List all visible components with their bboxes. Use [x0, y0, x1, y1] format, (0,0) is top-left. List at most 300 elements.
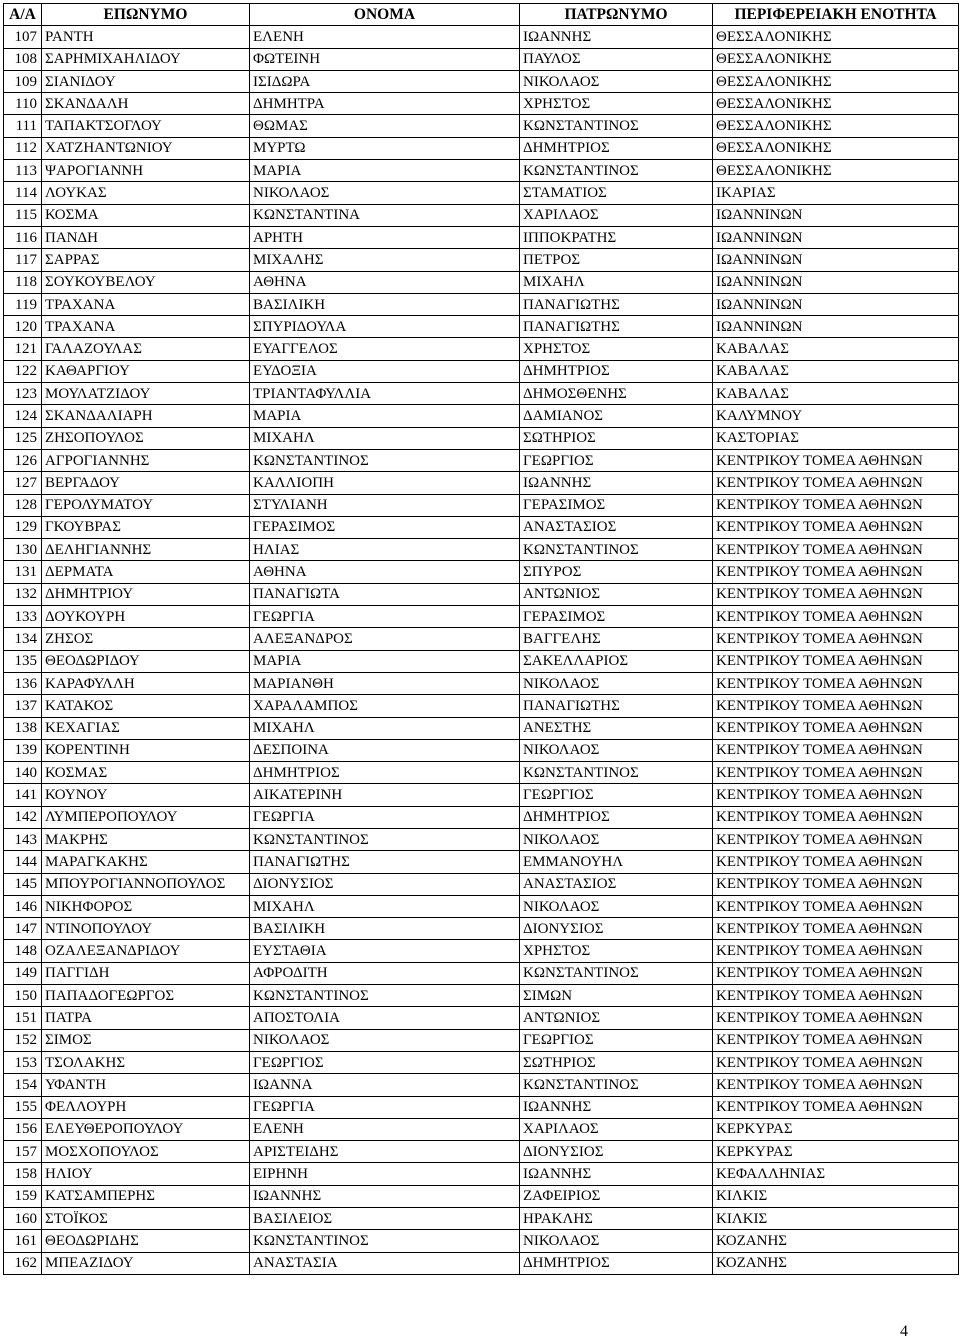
cell-patronymic: ΖΑΦΕΙΡΙΟΣ	[520, 1185, 713, 1207]
cell-surname: ΣΑΡΗΜΙΧΑΗΛΙΔΟΥ	[42, 48, 250, 70]
table-row	[4, 1096, 959, 1118]
header-patronymic: ΠΑΤΡΩΝΥΜΟ	[520, 4, 713, 26]
cell-surname: ΝΤΙΝΟΠΟΥΛΟΥ	[42, 918, 250, 940]
cell-name: ΘΩΜΑΣ	[250, 115, 520, 137]
cell-aa: 132	[4, 583, 42, 605]
table-row	[4, 449, 959, 471]
cell-surname: ΝΙΚΗΦΟΡΟΣ	[42, 895, 250, 917]
cell-surname: ΚΑΤΑΚΟΣ	[42, 695, 250, 717]
table-row	[4, 516, 959, 538]
table-row	[4, 985, 959, 1007]
cell-name: ΜΙΧΑΗΛ	[250, 717, 520, 739]
table-row	[4, 628, 959, 650]
cell-surname: ΣΙΑΝΙΔΟΥ	[42, 70, 250, 92]
table-row	[4, 851, 959, 873]
cell-regional-unit: ΚΑΒΑΛΑΣ	[713, 338, 959, 360]
cell-patronymic: ΔΗΜΗΤΡΙΟΣ	[520, 360, 713, 382]
cell-patronymic: ΝΙΚΟΛΑΟΣ	[520, 70, 713, 92]
table-row	[4, 360, 959, 382]
cell-surname: ΛΥΜΠΕΡΟΠΟΥΛΟΥ	[42, 806, 250, 828]
cell-name: ΓΕΡΑΣΙΜΟΣ	[250, 516, 520, 538]
cell-surname: ΘΕΟΔΩΡΙΔΗΣ	[42, 1230, 250, 1252]
cell-regional-unit: ΚΟΖΑΝΗΣ	[713, 1252, 959, 1274]
cell-patronymic: ΓΕΩΡΓΙΟΣ	[520, 1029, 713, 1051]
cell-name: ΚΑΛΛΙΟΠΗ	[250, 472, 520, 494]
header-row	[4, 4, 959, 26]
cell-surname: ΘΕΟΔΩΡΙΔΟΥ	[42, 650, 250, 672]
cell-regional-unit: ΚΟΖΑΝΗΣ	[713, 1230, 959, 1252]
cell-name: ΑΙΚΑΤΕΡΙΝΗ	[250, 784, 520, 806]
cell-regional-unit: ΘΕΣΣΑΛΟΝΙΚΗΣ	[713, 137, 959, 159]
table-row	[4, 1163, 959, 1185]
cell-surname: ΠΑΝΔΗ	[42, 226, 250, 248]
cell-aa: 124	[4, 405, 42, 427]
cell-surname: ΟΖΑΛΕΞΑΝΔΡΙΔΟΥ	[42, 940, 250, 962]
cell-aa: 131	[4, 561, 42, 583]
cell-regional-unit: ΘΕΣΣΑΛΟΝΙΚΗΣ	[713, 70, 959, 92]
cell-aa: 139	[4, 739, 42, 761]
cell-surname: ΦΕΛΛΟΥΡΗ	[42, 1096, 250, 1118]
cell-surname: ΡΑΝΤΗ	[42, 26, 250, 48]
cell-name: ΑΠΟΣΤΟΛΙΑ	[250, 1007, 520, 1029]
cell-name: ΔΕΣΠΟΙΝΑ	[250, 739, 520, 761]
cell-name: ΓΕΩΡΓΙΑ	[250, 1096, 520, 1118]
cell-aa: 112	[4, 137, 42, 159]
cell-surname: ΜΟΣΧΟΠΟΥΛΟΣ	[42, 1141, 250, 1163]
cell-surname: ΤΑΠΑΚΤΣΟΓΛΟΥ	[42, 115, 250, 137]
cell-surname: ΗΛΙΟΥ	[42, 1163, 250, 1185]
cell-surname: ΖΗΣΟΠΟΥΛΟΣ	[42, 427, 250, 449]
table-row	[4, 762, 959, 784]
cell-name: ΕΥΑΓΓΕΛΟΣ	[250, 338, 520, 360]
cell-aa: 148	[4, 940, 42, 962]
cell-aa: 119	[4, 293, 42, 315]
cell-patronymic: ΑΝΤΩΝΙΟΣ	[520, 583, 713, 605]
cell-surname: ΚΑΡΑΦΥΛΛΗ	[42, 672, 250, 694]
table-row	[4, 383, 959, 405]
cell-patronymic: ΣΩΤΗΡΙΟΣ	[520, 427, 713, 449]
cell-name: ΑΡΗΤΗ	[250, 226, 520, 248]
cell-surname: ΣΤΟΪΚΟΣ	[42, 1208, 250, 1230]
cell-regional-unit: ΚΕΝΤΡΙΚΟΥ ΤΟΜΕΑ ΑΘΗΝΩΝ	[713, 739, 959, 761]
table-row	[4, 695, 959, 717]
cell-patronymic: ΣΑΚΕΛΛΑΡΙΟΣ	[520, 650, 713, 672]
table-row	[4, 1185, 959, 1207]
cell-aa: 153	[4, 1051, 42, 1073]
table-row	[4, 606, 959, 628]
cell-aa: 107	[4, 26, 42, 48]
cell-patronymic: ΝΙΚΟΛΑΟΣ	[520, 828, 713, 850]
cell-name: ΑΝΑΣΤΑΣΙΑ	[250, 1252, 520, 1274]
cell-regional-unit: ΚΕΝΤΡΙΚΟΥ ΤΟΜΕΑ ΑΘΗΝΩΝ	[713, 1051, 959, 1073]
cell-aa: 127	[4, 472, 42, 494]
cell-aa: 151	[4, 1007, 42, 1029]
cell-regional-unit: ΙΩΑΝΝΙΝΩΝ	[713, 226, 959, 248]
cell-patronymic: ΑΝΑΣΤΑΣΙΟΣ	[520, 516, 713, 538]
cell-regional-unit: ΘΕΣΣΑΛΟΝΙΚΗΣ	[713, 26, 959, 48]
cell-patronymic: ΑΝΤΩΝΙΟΣ	[520, 1007, 713, 1029]
cell-regional-unit: ΚΕΝΤΡΙΚΟΥ ΤΟΜΕΑ ΑΘΗΝΩΝ	[713, 784, 959, 806]
cell-name: ΒΑΣΙΛΙΚΗ	[250, 293, 520, 315]
cell-regional-unit: ΚΙΛΚΙΣ	[713, 1185, 959, 1207]
cell-name: ΕΥΔΟΞΙΑ	[250, 360, 520, 382]
cell-regional-unit: ΘΕΣΣΑΛΟΝΙΚΗΣ	[713, 48, 959, 70]
table-row	[4, 1074, 959, 1096]
cell-regional-unit: ΚΑΒΑΛΑΣ	[713, 383, 959, 405]
table-row	[4, 1007, 959, 1029]
cell-patronymic: ΚΩΝΣΤΑΝΤΙΝΟΣ	[520, 1074, 713, 1096]
cell-surname: ΛΟΥΚΑΣ	[42, 182, 250, 204]
cell-surname: ΚΑΘΑΡΓΙΟΥ	[42, 360, 250, 382]
cell-patronymic: ΧΑΡΙΛΑΟΣ	[520, 1118, 713, 1140]
cell-surname: ΜΠΟΥΡΟΓΙΑΝΝΟΠΟΥΛΟΣ	[42, 873, 250, 895]
cell-aa: 125	[4, 427, 42, 449]
cell-surname: ΜΑΡΑΓΚΑΚΗΣ	[42, 851, 250, 873]
cell-regional-unit: ΘΕΣΣΑΛΟΝΙΚΗΣ	[713, 115, 959, 137]
table-row	[4, 962, 959, 984]
cell-aa: 134	[4, 628, 42, 650]
cell-name: ΙΩΑΝΝΗΣ	[250, 1185, 520, 1207]
cell-surname: ΚΑΤΣΑΜΠΕΡΗΣ	[42, 1185, 250, 1207]
cell-patronymic: ΚΩΝΣΤΑΝΤΙΝΟΣ	[520, 962, 713, 984]
cell-regional-unit: ΚΑΛΥΜΝΟΥ	[713, 405, 959, 427]
cell-name: ΦΩΤΕΙΝΗ	[250, 48, 520, 70]
cell-regional-unit: ΘΕΣΣΑΛΟΝΙΚΗΣ	[713, 160, 959, 182]
cell-patronymic: ΧΡΗΣΤΟΣ	[520, 940, 713, 962]
table-row	[4, 806, 959, 828]
cell-name: ΜΙΧΑΛΗΣ	[250, 249, 520, 271]
cell-regional-unit: ΚΕΝΤΡΙΚΟΥ ΤΟΜΕΑ ΑΘΗΝΩΝ	[713, 1007, 959, 1029]
cell-surname: ΤΡΑΧΑΝΑ	[42, 316, 250, 338]
cell-surname: ΑΓΡΟΓΙΑΝΝΗΣ	[42, 449, 250, 471]
cell-regional-unit: ΚΕΝΤΡΙΚΟΥ ΤΟΜΕΑ ΑΘΗΝΩΝ	[713, 472, 959, 494]
cell-name: ΔΙΟΝΥΣΙΟΣ	[250, 873, 520, 895]
cell-surname: ΜΟΥΛΑΤΖΙΔΟΥ	[42, 383, 250, 405]
cell-aa: 110	[4, 93, 42, 115]
cell-aa: 142	[4, 806, 42, 828]
cell-name: ΠΑΝΑΓΙΩΤΑ	[250, 583, 520, 605]
cell-surname: ΓΑΛΑΖΟΥΛΑΣ	[42, 338, 250, 360]
cell-patronymic: ΓΕΩΡΓΙΟΣ	[520, 449, 713, 471]
cell-aa: 158	[4, 1163, 42, 1185]
cell-surname: ΣΟΥΚΟΥΒΕΛΟΥ	[42, 271, 250, 293]
cell-regional-unit: ΚΕΝΤΡΙΚΟΥ ΤΟΜΕΑ ΑΘΗΝΩΝ	[713, 1029, 959, 1051]
table-row	[4, 182, 959, 204]
cell-patronymic: ΧΑΡΙΛΑΟΣ	[520, 204, 713, 226]
table-row	[4, 828, 959, 850]
table-row	[4, 784, 959, 806]
cell-surname: ΨΑΡΟΓΙΑΝΝΗ	[42, 160, 250, 182]
cell-patronymic: ΚΩΝΣΤΑΝΤΙΝΟΣ	[520, 762, 713, 784]
roster-table	[3, 3, 959, 1275]
cell-patronymic: ΣΤΑΜΑΤΙΟΣ	[520, 182, 713, 204]
cell-name: ΠΑΝΑΓΙΩΤΗΣ	[250, 851, 520, 873]
cell-aa: 129	[4, 516, 42, 538]
cell-aa: 141	[4, 784, 42, 806]
cell-surname: ΜΑΚΡΗΣ	[42, 828, 250, 850]
cell-aa: 159	[4, 1185, 42, 1207]
cell-surname: ΣΚΑΝΔΑΛΙΑΡΗ	[42, 405, 250, 427]
cell-surname: ΣΚΑΝΔΑΛΗ	[42, 93, 250, 115]
cell-regional-unit: ΚΕΝΤΡΙΚΟΥ ΤΟΜΕΑ ΑΘΗΝΩΝ	[713, 583, 959, 605]
cell-patronymic: ΝΙΚΟΛΑΟΣ	[520, 1230, 713, 1252]
cell-surname: ΔΕΛΗΓΙΑΝΝΗΣ	[42, 539, 250, 561]
table-row	[4, 48, 959, 70]
table-row	[4, 472, 959, 494]
cell-regional-unit: ΚΑΒΑΛΑΣ	[713, 360, 959, 382]
cell-name: ΜΥΡΤΩ	[250, 137, 520, 159]
cell-surname: ΚΟΣΜΑΣ	[42, 762, 250, 784]
cell-name: ΕΥΣΤΑΘΙΑ	[250, 940, 520, 962]
table-row	[4, 739, 959, 761]
cell-aa: 136	[4, 672, 42, 694]
cell-surname: ΓΕΡΟΛΥΜΑΤΟΥ	[42, 494, 250, 516]
cell-name: ΙΩΑΝΝΑ	[250, 1074, 520, 1096]
cell-aa: 145	[4, 873, 42, 895]
cell-regional-unit: ΚΕΝΤΡΙΚΟΥ ΤΟΜΕΑ ΑΘΗΝΩΝ	[713, 449, 959, 471]
cell-surname: ΤΣΟΛΑΚΗΣ	[42, 1051, 250, 1073]
cell-patronymic: ΜΙΧΑΗΛ	[520, 271, 713, 293]
cell-patronymic: ΠΑΝΑΓΙΩΤΗΣ	[520, 293, 713, 315]
table-row	[4, 204, 959, 226]
cell-aa: 138	[4, 717, 42, 739]
table-row	[4, 115, 959, 137]
table-row	[4, 918, 959, 940]
cell-regional-unit: ΚΕΡΚΥΡΑΣ	[713, 1141, 959, 1163]
cell-name: ΒΑΣΙΛΙΚΗ	[250, 918, 520, 940]
cell-surname: ΚΟΣΜΑ	[42, 204, 250, 226]
cell-name: ΑΘΗΝΑ	[250, 561, 520, 583]
cell-regional-unit: ΚΕΝΤΡΙΚΟΥ ΤΟΜΕΑ ΑΘΗΝΩΝ	[713, 985, 959, 1007]
cell-patronymic: ΣΙΜΩΝ	[520, 985, 713, 1007]
cell-name: ΕΛΕΝΗ	[250, 1118, 520, 1140]
table-row	[4, 338, 959, 360]
cell-aa: 156	[4, 1118, 42, 1140]
cell-aa: 146	[4, 895, 42, 917]
cell-patronymic: ΣΠΥΡΟΣ	[520, 561, 713, 583]
table-row	[4, 1051, 959, 1073]
cell-name: ΑΘΗΝΑ	[250, 271, 520, 293]
table-row	[4, 405, 959, 427]
cell-name: ΕΙΡΗΝΗ	[250, 1163, 520, 1185]
cell-name: ΓΕΩΡΓΙΑ	[250, 606, 520, 628]
header-surname: ΕΠΩΝΥΜΟ	[42, 4, 250, 26]
cell-aa: 117	[4, 249, 42, 271]
table-row	[4, 26, 959, 48]
cell-regional-unit: ΚΕΝΤΡΙΚΟΥ ΤΟΜΕΑ ΑΘΗΝΩΝ	[713, 516, 959, 538]
table-row	[4, 316, 959, 338]
cell-surname: ΧΑΤΖΗΑΝΤΩΝΙΟΥ	[42, 137, 250, 159]
cell-patronymic: ΕΜΜΑΝΟΥΗΛ	[520, 851, 713, 873]
cell-aa: 144	[4, 851, 42, 873]
table-row	[4, 494, 959, 516]
cell-regional-unit: ΚΕΝΤΡΙΚΟΥ ΤΟΜΕΑ ΑΘΗΝΩΝ	[713, 650, 959, 672]
cell-regional-unit: ΚΕΝΤΡΙΚΟΥ ΤΟΜΕΑ ΑΘΗΝΩΝ	[713, 940, 959, 962]
cell-patronymic: ΝΙΚΟΛΑΟΣ	[520, 739, 713, 761]
cell-name: ΔΗΜΗΤΡΙΟΣ	[250, 762, 520, 784]
cell-name: ΙΣΙΔΩΡΑ	[250, 70, 520, 92]
cell-regional-unit: ΚΕΝΤΡΙΚΟΥ ΤΟΜΕΑ ΑΘΗΝΩΝ	[713, 762, 959, 784]
header-regional-unit: ΠΕΡΙΦΕΡΕΙΑΚΗ ΕΝΟΤΗΤΑ	[713, 4, 959, 26]
cell-surname: ΚΟΡΕΝΤΙΝΗ	[42, 739, 250, 761]
cell-surname: ΤΡΑΧΑΝΑ	[42, 293, 250, 315]
cell-name: ΑΦΡΟΔΙΤΗ	[250, 962, 520, 984]
cell-regional-unit: ΚΕΝΤΡΙΚΟΥ ΤΟΜΕΑ ΑΘΗΝΩΝ	[713, 962, 959, 984]
cell-patronymic: ΚΩΝΣΤΑΝΤΙΝΟΣ	[520, 115, 713, 137]
cell-aa: 160	[4, 1208, 42, 1230]
cell-surname: ΣΙΜΟΣ	[42, 1029, 250, 1051]
table-row	[4, 226, 959, 248]
cell-patronymic: ΝΙΚΟΛΑΟΣ	[520, 672, 713, 694]
cell-aa: 111	[4, 115, 42, 137]
cell-patronymic: ΚΩΝΣΤΑΝΤΙΝΟΣ	[520, 539, 713, 561]
cell-aa: 140	[4, 762, 42, 784]
cell-regional-unit: ΙΩΑΝΝΙΝΩΝ	[713, 249, 959, 271]
cell-patronymic: ΔΑΜΙΑΝΟΣ	[520, 405, 713, 427]
cell-aa: 150	[4, 985, 42, 1007]
cell-name: ΣΠΥΡΙΔΟΥΛΑ	[250, 316, 520, 338]
table-row	[4, 70, 959, 92]
cell-name: ΒΑΣΙΛΕΙΟΣ	[250, 1208, 520, 1230]
cell-patronymic: ΔΗΜΗΤΡΙΟΣ	[520, 137, 713, 159]
cell-patronymic: ΔΙΟΝΥΣΙΟΣ	[520, 918, 713, 940]
cell-name: ΑΡΙΣΤΕΙΔΗΣ	[250, 1141, 520, 1163]
cell-aa: 122	[4, 360, 42, 382]
cell-surname: ΥΦΑΝΤΗ	[42, 1074, 250, 1096]
cell-patronymic: ΔΗΜΗΤΡΙΟΣ	[520, 1252, 713, 1274]
table-row	[4, 650, 959, 672]
table-row	[4, 1252, 959, 1274]
cell-aa: 120	[4, 316, 42, 338]
table-row	[4, 1208, 959, 1230]
cell-name: ΚΩΝΣΤΑΝΤΙΝΟΣ	[250, 1230, 520, 1252]
cell-name: ΔΗΜΗΤΡΑ	[250, 93, 520, 115]
cell-patronymic: ΠΑΝΑΓΙΩΤΗΣ	[520, 695, 713, 717]
cell-regional-unit: ΙΚΑΡΙΑΣ	[713, 182, 959, 204]
cell-regional-unit: ΚΙΛΚΙΣ	[713, 1208, 959, 1230]
cell-name: ΜΑΡΙΑ	[250, 650, 520, 672]
cell-aa: 126	[4, 449, 42, 471]
cell-patronymic: ΙΩΑΝΝΗΣ	[520, 1096, 713, 1118]
cell-patronymic: ΔΗΜΟΣΘΕΝΗΣ	[520, 383, 713, 405]
cell-surname: ΣΑΡΡΑΣ	[42, 249, 250, 271]
cell-patronymic: ΒΑΓΓΕΛΗΣ	[520, 628, 713, 650]
table-row	[4, 137, 959, 159]
cell-surname: ΔΗΜΗΤΡΙΟΥ	[42, 583, 250, 605]
cell-name: ΜΑΡΙΑ	[250, 405, 520, 427]
cell-aa: 116	[4, 226, 42, 248]
cell-surname: ΓΚΟΥΒΡΑΣ	[42, 516, 250, 538]
table-row	[4, 427, 959, 449]
cell-name: ΤΡΙΑΝΤΑΦΥΛΛΙΑ	[250, 383, 520, 405]
cell-regional-unit: ΚΕΝΤΡΙΚΟΥ ΤΟΜΕΑ ΑΘΗΝΩΝ	[713, 873, 959, 895]
cell-name: ΓΕΩΡΓΙΑ	[250, 806, 520, 828]
cell-name: ΜΙΧΑΗΛ	[250, 427, 520, 449]
cell-regional-unit: ΚΕΝΤΡΙΚΟΥ ΤΟΜΕΑ ΑΘΗΝΩΝ	[713, 828, 959, 850]
table-row	[4, 1029, 959, 1051]
cell-surname: ΕΛΕΥΘΕΡΟΠΟΥΛΟΥ	[42, 1118, 250, 1140]
cell-aa: 115	[4, 204, 42, 226]
table-row	[4, 717, 959, 739]
cell-name: ΕΛΕΝΗ	[250, 26, 520, 48]
cell-aa: 108	[4, 48, 42, 70]
table-row	[4, 293, 959, 315]
cell-regional-unit: ΘΕΣΣΑΛΟΝΙΚΗΣ	[713, 93, 959, 115]
cell-patronymic: ΙΩΑΝΝΗΣ	[520, 26, 713, 48]
cell-aa: 123	[4, 383, 42, 405]
cell-regional-unit: ΚΕΝΤΡΙΚΟΥ ΤΟΜΕΑ ΑΘΗΝΩΝ	[713, 561, 959, 583]
cell-name: ΣΤΥΛΙΑΝΗ	[250, 494, 520, 516]
table-row	[4, 1230, 959, 1252]
cell-regional-unit: ΙΩΑΝΝΙΝΩΝ	[713, 204, 959, 226]
header-aa: Α/Α	[4, 4, 42, 26]
cell-aa: 155	[4, 1096, 42, 1118]
cell-aa: 152	[4, 1029, 42, 1051]
cell-surname: ΜΠΕΑΖΙΔΟΥ	[42, 1252, 250, 1274]
cell-regional-unit: ΙΩΑΝΝΙΝΩΝ	[713, 316, 959, 338]
cell-surname: ΖΗΣΟΣ	[42, 628, 250, 650]
table-row	[4, 940, 959, 962]
cell-name: ΜΙΧΑΗΛ	[250, 895, 520, 917]
cell-regional-unit: ΚΕΝΤΡΙΚΟΥ ΤΟΜΕΑ ΑΘΗΝΩΝ	[713, 606, 959, 628]
cell-aa: 118	[4, 271, 42, 293]
cell-surname: ΠΑΤΡΑ	[42, 1007, 250, 1029]
cell-patronymic: ΔΗΜΗΤΡΙΟΣ	[520, 806, 713, 828]
table-row	[4, 895, 959, 917]
cell-aa: 157	[4, 1141, 42, 1163]
cell-surname: ΔΕΡΜΑΤΑ	[42, 561, 250, 583]
cell-patronymic: ΠΑΥΛΟΣ	[520, 48, 713, 70]
cell-name: ΚΩΝΣΤΑΝΤΙΝΑ	[250, 204, 520, 226]
cell-patronymic: ΠΕΤΡΟΣ	[520, 249, 713, 271]
table-row	[4, 271, 959, 293]
cell-regional-unit: ΚΕΝΤΡΙΚΟΥ ΤΟΜΕΑ ΑΘΗΝΩΝ	[713, 494, 959, 516]
table-row	[4, 1141, 959, 1163]
cell-aa: 113	[4, 160, 42, 182]
cell-regional-unit: ΙΩΑΝΝΙΝΩΝ	[713, 293, 959, 315]
cell-name: ΚΩΝΣΤΑΝΤΙΝΟΣ	[250, 985, 520, 1007]
cell-aa: 154	[4, 1074, 42, 1096]
cell-patronymic: ΔΙΟΝΥΣΙΟΣ	[520, 1141, 713, 1163]
cell-name: ΚΩΝΣΤΑΝΤΙΝΟΣ	[250, 828, 520, 850]
cell-name: ΓΕΩΡΓΙΟΣ	[250, 1051, 520, 1073]
cell-aa: 121	[4, 338, 42, 360]
cell-patronymic: ΑΝΕΣΤΗΣ	[520, 717, 713, 739]
cell-name: ΜΑΡΙΑΝΘΗ	[250, 672, 520, 694]
cell-regional-unit: ΚΕΝΤΡΙΚΟΥ ΤΟΜΕΑ ΑΘΗΝΩΝ	[713, 851, 959, 873]
cell-patronymic: ΝΙΚΟΛΑΟΣ	[520, 895, 713, 917]
table-row	[4, 249, 959, 271]
cell-aa: 161	[4, 1230, 42, 1252]
cell-regional-unit: ΙΩΑΝΝΙΝΩΝ	[713, 271, 959, 293]
cell-surname: ΚΟΥΝΟΥ	[42, 784, 250, 806]
cell-patronymic: ΚΩΝΣΤΑΝΤΙΝΟΣ	[520, 160, 713, 182]
cell-regional-unit: ΚΕΝΤΡΙΚΟΥ ΤΟΜΕΑ ΑΘΗΝΩΝ	[713, 1074, 959, 1096]
cell-surname: ΚΕΧΑΓΙΑΣ	[42, 717, 250, 739]
cell-aa: 147	[4, 918, 42, 940]
cell-patronymic: ΧΡΗΣΤΟΣ	[520, 338, 713, 360]
cell-name: ΧΑΡΑΛΑΜΠΟΣ	[250, 695, 520, 717]
cell-aa: 149	[4, 962, 42, 984]
table-row	[4, 583, 959, 605]
cell-patronymic: ΙΩΑΝΝΗΣ	[520, 1163, 713, 1185]
cell-aa: 114	[4, 182, 42, 204]
table-row	[4, 539, 959, 561]
cell-name: ΝΙΚΟΛΑΟΣ	[250, 182, 520, 204]
cell-patronymic: ΓΕΡΑΣΙΜΟΣ	[520, 606, 713, 628]
cell-patronymic: ΓΕΩΡΓΙΟΣ	[520, 784, 713, 806]
cell-regional-unit: ΚΕΝΤΡΙΚΟΥ ΤΟΜΕΑ ΑΘΗΝΩΝ	[713, 806, 959, 828]
